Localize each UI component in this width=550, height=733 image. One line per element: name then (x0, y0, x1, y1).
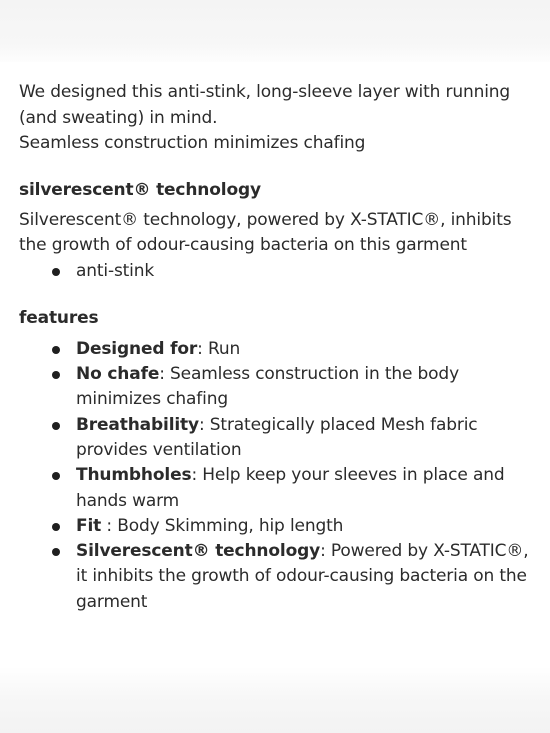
bullet-icon (52, 422, 60, 430)
feature-label: Fit (76, 515, 102, 536)
feature-text: : Strategically placed Mesh fabric provides ventilation (76, 414, 478, 460)
silverescent-description: Silverescent® technology, powered by X-STATIC®, inhibits the growth of odour-causing bacteria on this garment (19, 209, 512, 255)
silverescent-list (19, 259, 529, 284)
feature-label: Thumbholes (76, 465, 192, 486)
list-item (19, 337, 529, 362)
intro-paragraph-2: Seamless construction minimizes chafing (19, 133, 366, 153)
feature-text: : Powered by X-STATIC®, it inhibits the growth of odour-causing bacteria on the garment (76, 541, 529, 612)
bullet-icon (52, 523, 60, 531)
feature-label: No chafe (76, 364, 160, 385)
bullet-icon (52, 346, 60, 354)
silverescent-heading: silverescent® technology (19, 179, 261, 200)
features-list (19, 337, 529, 615)
feature-label: Designed for (76, 338, 198, 359)
features-heading: features (19, 307, 99, 328)
feature-text: : Seamless construction in the body minimizes chafing (76, 364, 459, 410)
feature-label: Breathability (76, 414, 199, 435)
bottom-fade-overlay (0, 667, 550, 733)
list-item (19, 463, 529, 514)
list-item (19, 259, 529, 284)
top-fade-overlay (0, 0, 550, 62)
bullet-icon (52, 472, 60, 480)
list-item (19, 514, 529, 539)
list-item (19, 539, 529, 615)
product-description (19, 80, 529, 615)
bullet-icon (52, 268, 60, 276)
list-item (19, 413, 529, 464)
feature-text: : Run (197, 338, 241, 359)
feature-label: Silverescent® technology (76, 541, 321, 562)
feature-text: : Help keep your sleeves in place and hands warm (76, 465, 505, 511)
bullet-icon (52, 548, 60, 556)
list-item (19, 362, 529, 413)
bullet-icon (52, 371, 60, 379)
feature-text: : Body Skimming, hip length (101, 515, 344, 536)
list-item-text: anti-stink (76, 260, 155, 281)
intro-paragraph: We designed this anti-stink, long-sleeve layer with running (and sweating) in mind. (19, 82, 511, 128)
